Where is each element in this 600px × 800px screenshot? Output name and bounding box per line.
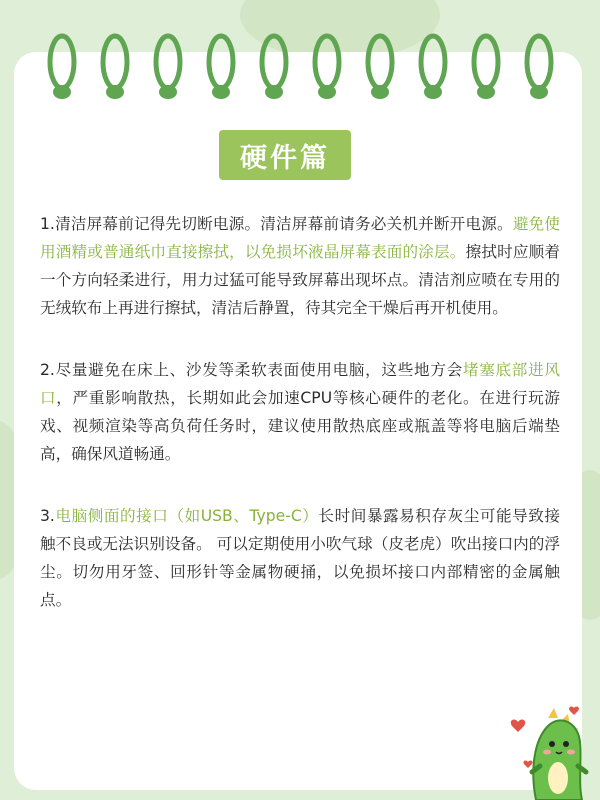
highlighted-text: 堵塞底部进风口 bbox=[40, 361, 560, 407]
green-dinosaur-icon bbox=[508, 700, 598, 800]
paragraph-1 bbox=[40, 210, 560, 322]
binder-ring bbox=[50, 36, 74, 99]
binder-ring bbox=[156, 36, 180, 99]
highlighted-text: 避免使用酒精或普通纸巾直接擦拭，以免损坏液晶屏幕表面的涂层。 bbox=[40, 215, 560, 261]
binder-ring bbox=[103, 36, 127, 99]
paragraph-3 bbox=[40, 502, 560, 614]
binder-ring bbox=[421, 36, 445, 99]
binder-ring bbox=[474, 36, 498, 99]
binder-rings bbox=[0, 0, 600, 110]
binder-ring bbox=[315, 36, 339, 99]
body-text: 3. bbox=[40, 507, 55, 525]
binder-ring bbox=[262, 36, 286, 99]
body-text: 2.尽量避免在床上、沙发等柔软表面使用电脑，这些地方会 bbox=[40, 361, 463, 379]
body-text: ，严重影响散热，长期如此会加速CPU等核心硬件的老化。在进行玩游戏、视频渲染等高负荷任务时，建议使用散热底座或瓶盖等将电脑后端垫高，确保风道畅通。 bbox=[40, 389, 560, 463]
paragraph-2 bbox=[40, 356, 560, 468]
binder-ring bbox=[209, 36, 233, 99]
binder-ring bbox=[368, 36, 392, 99]
body-text: 长时间暴露易积存灰尘可能导致接触不良或无法识别设备。 可以定期使用小吹气球（皮老虎）吹出接口内的浮尘。切勿用牙签、回形针等金属物硬捅，以免损坏接口内部精密的金属触点。 bbox=[40, 507, 560, 609]
page-title: 硬件篇 bbox=[219, 130, 351, 180]
body-text: 1.清洁屏幕前记得先切断电源。清洁屏幕前请务必关机并断开电源。 bbox=[40, 215, 513, 233]
content-body bbox=[40, 210, 560, 648]
highlighted-text: 电脑侧面的接口（如USB、Type-C） bbox=[54, 507, 319, 525]
body-text: 擦拭时应顺着一个方向轻柔进行，用力过猛可能导致屏幕出现坏点。清洁剂应喷在专用的无绒软布上再进行擦拭，清洁后静置，待其完全干燥后再开机使用。 bbox=[40, 243, 560, 317]
binder-ring bbox=[527, 36, 551, 99]
